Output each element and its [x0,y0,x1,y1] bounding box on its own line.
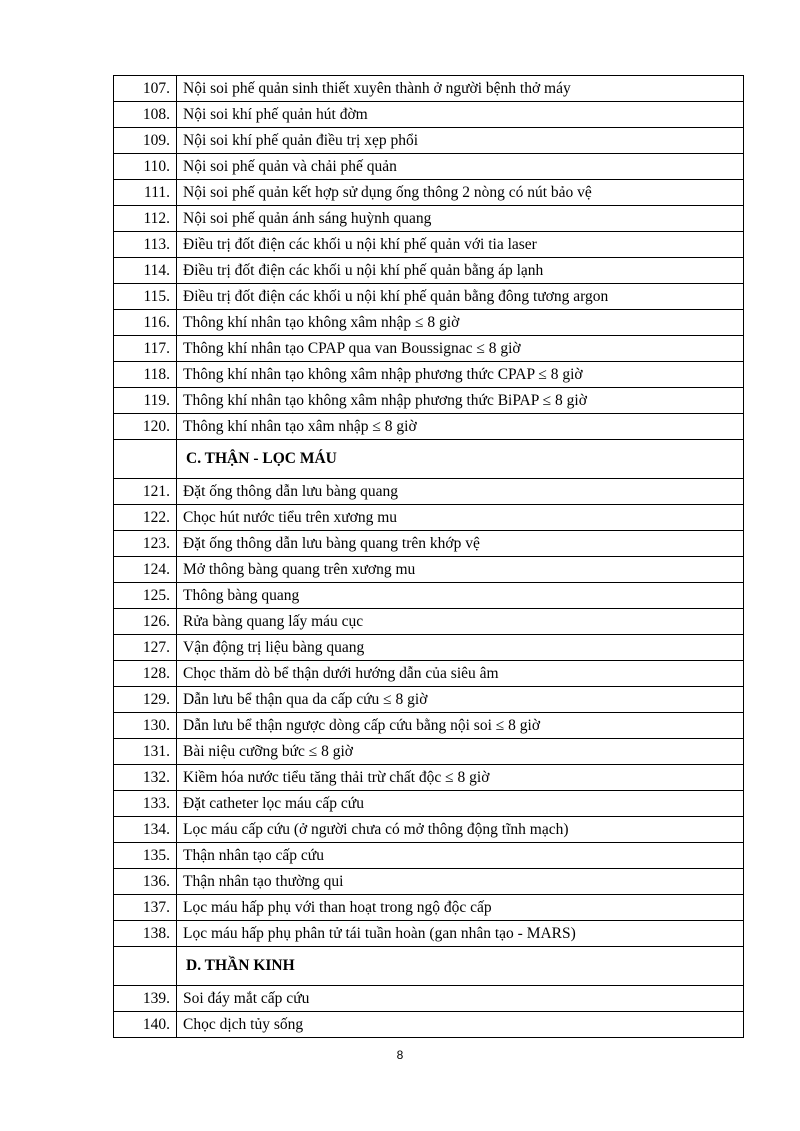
procedure-name: Dẫn lưu bể thận qua da cấp cứu ≤ 8 giờ [177,687,744,713]
table-row [114,921,744,947]
row-number: 112. [114,206,177,232]
section-title: D. THẦN KINH [177,947,744,986]
row-number: 135. [114,843,177,869]
row-number: 120. [114,414,177,440]
table-row [114,362,744,388]
row-number: 130. [114,713,177,739]
procedure-name: Lọc máu cấp cứu (ở người chưa có mở thông động tĩnh mạch) [177,817,744,843]
procedure-name: Kiềm hóa nước tiểu tăng thải trừ chất độc ≤ 8 giờ [177,765,744,791]
procedure-name: Điều trị đốt điện các khối u nội khí phế quản bằng đông tương argon [177,284,744,310]
procedure-name: Soi đáy mắt cấp cứu [177,986,744,1012]
table-row [114,505,744,531]
table-row [114,895,744,921]
row-number: 116. [114,310,177,336]
procedure-name: Thận nhân tạo cấp cứu [177,843,744,869]
row-number: 125. [114,583,177,609]
table-row [114,206,744,232]
procedure-table-body [114,76,744,1038]
section-title: C. THẬN - LỌC MÁU [177,440,744,479]
row-number: 136. [114,869,177,895]
procedure-name: Nội soi phế quản ánh sáng huỳnh quang [177,206,744,232]
procedure-name: Nội soi phế quản sinh thiết xuyên thành ở người bệnh thở máy [177,76,744,102]
table-row [114,986,744,1012]
row-number: 108. [114,102,177,128]
table-row [114,609,744,635]
table-row [114,869,744,895]
table-row [114,765,744,791]
table-row [114,557,744,583]
section-header-row [114,440,744,479]
procedure-name: Điều trị đốt điện các khối u nội khí phế quản bằng áp lạnh [177,258,744,284]
procedure-name: Nội soi phế quản và chải phế quản [177,154,744,180]
procedure-name: Thận nhân tạo thường qui [177,869,744,895]
procedure-name: Đặt ống thông dẫn lưu bàng quang trên khớp vệ [177,531,744,557]
table-row [114,635,744,661]
table-row [114,232,744,258]
row-number: 123. [114,531,177,557]
table-row [114,310,744,336]
table-row [114,843,744,869]
row-number: 115. [114,284,177,310]
table-row [114,388,744,414]
row-number [114,440,177,479]
table-row [114,791,744,817]
row-number: 118. [114,362,177,388]
row-number: 131. [114,739,177,765]
row-number: 111. [114,180,177,206]
procedure-name: Bài niệu cưỡng bức ≤ 8 giờ [177,739,744,765]
row-number: 139. [114,986,177,1012]
procedure-name: Lọc máu hấp phụ phân tử tái tuần hoàn (gan nhân tạo - MARS) [177,921,744,947]
table-row [114,414,744,440]
table-row [114,128,744,154]
row-number: 140. [114,1012,177,1038]
procedure-name: Dẫn lưu bể thận ngược dòng cấp cứu bằng nội soi ≤ 8 giờ [177,713,744,739]
row-number [114,947,177,986]
row-number: 117. [114,336,177,362]
procedure-name: Chọc dịch tủy sống [177,1012,744,1038]
procedure-name: Thông bàng quang [177,583,744,609]
row-number: 128. [114,661,177,687]
row-number: 129. [114,687,177,713]
table-row [114,154,744,180]
table-row [114,661,744,687]
table-row [114,479,744,505]
procedure-table [113,75,744,1038]
procedure-name: Thông khí nhân tạo không xâm nhập ≤ 8 giờ [177,310,744,336]
table-row [114,817,744,843]
procedure-name: Điều trị đốt điện các khối u nội khí phế quản với tia laser [177,232,744,258]
procedure-name: Chọc hút nước tiểu trên xương mu [177,505,744,531]
table-row [114,713,744,739]
row-number: 138. [114,921,177,947]
procedure-name: Thông khí nhân tạo xâm nhập ≤ 8 giờ [177,414,744,440]
row-number: 119. [114,388,177,414]
row-number: 113. [114,232,177,258]
procedure-name: Thông khí nhân tạo không xâm nhập phương thức BiPAP ≤ 8 giờ [177,388,744,414]
section-header-row [114,947,744,986]
row-number: 109. [114,128,177,154]
table-row [114,687,744,713]
row-number: 114. [114,258,177,284]
table-row [114,739,744,765]
row-number: 137. [114,895,177,921]
procedure-name: Đặt catheter lọc máu cấp cứu [177,791,744,817]
row-number: 124. [114,557,177,583]
procedure-name: Thông khí nhân tạo CPAP qua van Boussignac ≤ 8 giờ [177,336,744,362]
procedure-name: Mở thông bàng quang trên xương mu [177,557,744,583]
table-row [114,336,744,362]
table-row [114,76,744,102]
row-number: 110. [114,154,177,180]
row-number: 121. [114,479,177,505]
table-row [114,258,744,284]
procedure-name: Rửa bàng quang lấy máu cục [177,609,744,635]
table-row [114,102,744,128]
row-number: 126. [114,609,177,635]
table-row [114,1012,744,1038]
page-number: 8 [396,1048,404,1062]
table-row [114,284,744,310]
table-row [114,531,744,557]
row-number: 127. [114,635,177,661]
procedure-name: Chọc thăm dò bể thận dưới hướng dẫn của siêu âm [177,661,744,687]
table-row [114,583,744,609]
row-number: 134. [114,817,177,843]
row-number: 132. [114,765,177,791]
procedure-name: Nội soi phế quản kết hợp sử dụng ống thông 2 nòng có nút bảo vệ [177,180,744,206]
procedure-name: Lọc máu hấp phụ với than hoạt trong ngộ độc cấp [177,895,744,921]
procedure-name: Nội soi khí phế quản điều trị xẹp phổi [177,128,744,154]
procedure-name: Nội soi khí phế quản hút đờm [177,102,744,128]
row-number: 107. [114,76,177,102]
procedure-name: Đặt ống thông dẫn lưu bàng quang [177,479,744,505]
row-number: 133. [114,791,177,817]
procedure-name: Thông khí nhân tạo không xâm nhập phương thức CPAP ≤ 8 giờ [177,362,744,388]
row-number: 122. [114,505,177,531]
procedure-name: Vận động trị liệu bàng quang [177,635,744,661]
table-row [114,180,744,206]
